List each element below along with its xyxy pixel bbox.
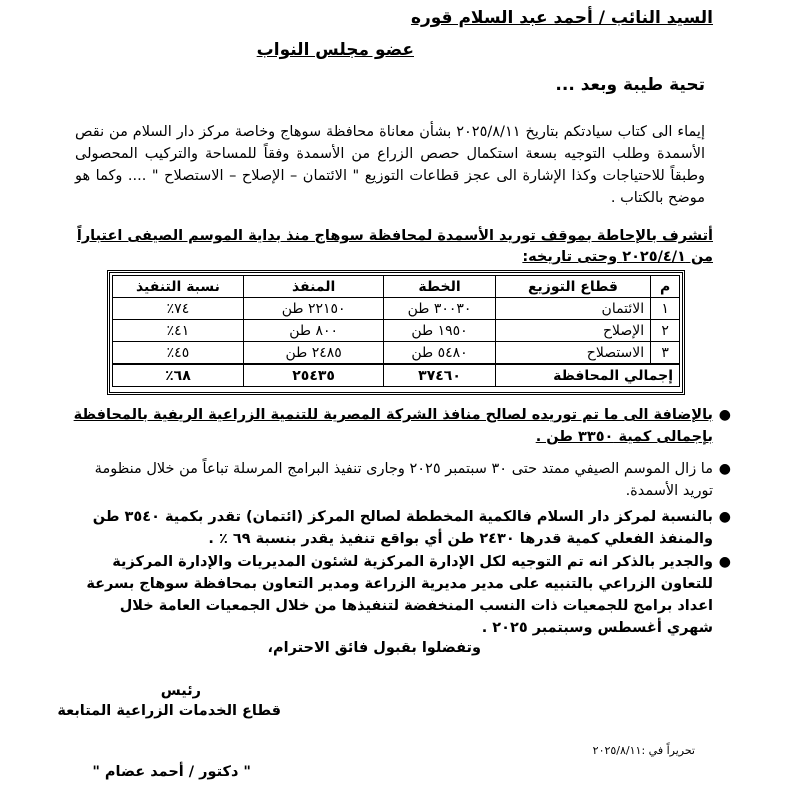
header-pct: نسبة التنفيذ [113,276,244,298]
row-output: ٢٢١٥٠ طن [243,298,383,320]
bullet-dot-icon: ● [718,407,731,423]
total-plan: ٣٧٤٦٠ [384,364,495,387]
row-plan: ٣٠٠٣٠ طن [384,298,495,320]
header-output: المنفذ [243,276,383,298]
issue-date: تحريراً في :٢٠٢٥/٨/١١ [592,744,695,757]
row-output: ٨٠٠ طن [243,320,383,342]
signature-title: رئيس [160,683,201,699]
addressee-role: عضو مجلس النواب [256,40,414,60]
bullet-text: ما زال الموسم الصيفي ممتد حتى ٣٠ سبتمبر ٢٠٢٥ وجارى تنفيذ البرامج المرسلة تباعاً من خلال منظومة توريد الأسمدة. [94,461,713,499]
row-num: ٣ [651,342,680,365]
table-row [113,298,680,320]
bullet-text: بالإضافة الى ما تم توريده لصالح منافذ الشركة المصرية للتنمية الزراعية الريفية بالمحافظة بإجمالى كمية ٣٣٥٠ طن . [73,407,713,445]
row-sector: الإصلاح [495,320,650,342]
total-label: إجمالي المحافظة [495,364,679,387]
table-header-row [113,276,680,298]
total-output: ٢٥٤٣٥ [243,364,383,387]
table-row [113,342,680,365]
bullet-item [73,506,731,550]
bullet-item [73,458,731,502]
row-pct: ٤٥٪ [113,342,244,365]
row-plan: ١٩٥٠ طن [384,320,495,342]
lead-paragraph: أتشرف بالإحاطة بموقف توريد الأسمدة لمحافظة سوهاج منذ بداية الموسم الصيفى اعتباراً من ٢٠٢٥/٤/١ وحتى تاريخه: [76,228,713,265]
row-num: ١ [651,298,680,320]
signature-department: قطاع الخدمات الزراعية المتابعة [57,703,281,719]
bullet-dot-icon: ● [718,554,731,570]
intro-paragraph: إيماء الى كتاب سيادتكم بتاريخ ٢٠٢٥/٨/١١ بشأن معاناة محافظة سوهاج وخاصة مركز دار السلام من نقص الأسمدة وطلب التوجيه بسعة استكمال حصص الزراع من الأسمدة وفقاً للمساحة والتركيب المحصولى وطبقاً للاحتياجات وكذا الإشارة الى عجز قطاعات التوزيع " الائتمان – الإصلاح – الاستصلاح " .... وكما هو موضح بالكتاب . [75,124,705,206]
signatory-name: " دكتور / أحمد عضام " [92,764,251,780]
addressee: السيد النائب / أحمد عبد السلام قوره [410,8,713,28]
header-plan: الخطة [384,276,495,298]
bullet-text: بالنسبة لمركز دار السلام فالكمية المخططة لصالح المركز (ائتمان) تقدر بكمية ٣٥٤٠ طن والمنفذ الفعلي كمية قدرها ٢٤٣٠ طن أي بواقع تنفيذ يقدر بنسبة ٦٩ ٪ . [92,509,713,547]
row-output: ٢٤٨٥ طن [243,342,383,365]
bullet-item [73,404,731,448]
header-sector: قطاع التوزيع [495,276,650,298]
closing-line: وتفضلوا بقبول فائق الاحترام، [267,640,481,656]
table-total-row [113,364,680,387]
bullet-dot-icon: ● [718,461,731,477]
table-row [113,320,680,342]
bullet-text: والجدير بالذكر انه تم التوجيه لكل الإدارة المركزية لشئون المديريات والإدارة المركزية للتعاون الزراعي بالتنبيه على مدير مديرية الزراعة ومدير التعاون بمحافظة سوهاج بسرعة اعداد برامج للجمعيات ذات النسب المنخفضة لتنفيذها من خلال الجمعيات العامة خلال شهري أغسطس وسبتمبر ٢٠٢٥ . [86,554,713,636]
row-pct: ٤١٪ [113,320,244,342]
row-plan: ٥٤٨٠ طن [384,342,495,365]
row-pct: ٧٤٪ [113,298,244,320]
header-num: م [651,276,680,298]
total-pct: ٦٨٪ [113,364,244,387]
fertilizer-supply-table [107,270,685,395]
row-sector: الاستصلاح [495,342,650,365]
row-sector: الائتمان [495,298,650,320]
row-num: ٢ [651,320,680,342]
bullet-item [73,551,731,639]
greeting: تحية طيبة وبعد ... [555,75,705,95]
bullet-dot-icon: ● [718,509,731,525]
